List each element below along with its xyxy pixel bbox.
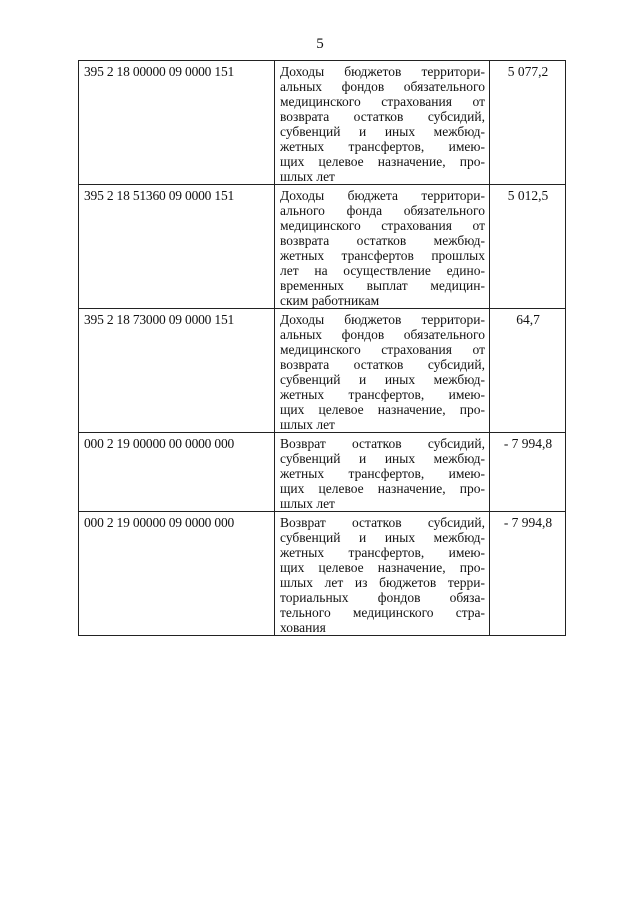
description-cell (275, 309, 490, 433)
description-line: жетных трансфертов, имею- (280, 466, 485, 481)
description-line: возврата остатков субсидий, (280, 357, 485, 372)
description-line: щих целевое назначение, про- (280, 560, 485, 575)
description-line: жетных трансфертов, имею- (280, 545, 485, 560)
description-line: субвенций и иных межбюд- (280, 530, 485, 545)
budget-table-body (79, 61, 566, 636)
description-line: ториальных фондов обяза- (280, 590, 485, 605)
budget-code-cell: 000 2 19 00000 00 0000 000 (79, 433, 275, 512)
description-line: альных фондов обязательного (280, 327, 485, 342)
description-line: субвенций и иных межбюд- (280, 451, 485, 466)
description-line: временных выплат медицин- (280, 278, 485, 293)
description-line: шлых лет (280, 417, 335, 432)
table-row (79, 512, 566, 636)
table-row (79, 433, 566, 512)
description-line: возврата остатков субсидий, (280, 109, 485, 124)
description-line: Возврат остатков субсидий, (280, 436, 485, 451)
description-line: Доходы бюджетов территори- (280, 64, 485, 79)
table-row (79, 185, 566, 309)
description-line: шлых лет из бюджетов терри- (280, 575, 485, 590)
description-line: субвенций и иных межбюд- (280, 372, 485, 387)
amount-cell: 5 012,5 (490, 185, 566, 309)
budget-code-cell: 395 2 18 00000 09 0000 151 (79, 61, 275, 185)
description-line: субвенций и иных межбюд- (280, 124, 485, 139)
description-cell (275, 185, 490, 309)
amount-cell: 64,7 (490, 309, 566, 433)
description-line: шлых лет (280, 169, 335, 184)
budget-table (78, 60, 566, 636)
description-line: жетных трансфертов, имею- (280, 387, 485, 402)
description-line: ским работникам (280, 293, 380, 308)
table-row (79, 61, 566, 185)
description-line: возврата остатков межбюд- (280, 233, 485, 248)
budget-code-cell: 395 2 18 51360 09 0000 151 (79, 185, 275, 309)
amount-cell: - 7 994,8 (490, 433, 566, 512)
description-line: хования (280, 620, 326, 635)
amount-cell: - 7 994,8 (490, 512, 566, 636)
description-line: медицинского страхования от (280, 218, 485, 233)
description-line: жетных трансфертов прошлых (280, 248, 485, 263)
description-line: Возврат остатков субсидий, (280, 515, 485, 530)
page-number: 5 (316, 36, 324, 52)
description-cell (275, 433, 490, 512)
description-line: медицинского страхования от (280, 342, 485, 357)
amount-cell: 5 077,2 (490, 61, 566, 185)
description-line: тельного медицинского стра- (280, 605, 485, 620)
description-cell (275, 61, 490, 185)
description-line: медицинского страхования от (280, 94, 485, 109)
budget-code-cell: 000 2 19 00000 09 0000 000 (79, 512, 275, 636)
description-cell (275, 512, 490, 636)
description-line: Доходы бюджетов территори- (280, 312, 485, 327)
description-line: Доходы бюджета территори- (280, 188, 485, 203)
description-line: ального фонда обязательного (280, 203, 485, 218)
description-line: щих целевое назначение, про- (280, 154, 485, 169)
budget-code-cell: 395 2 18 73000 09 0000 151 (79, 309, 275, 433)
description-line: щих целевое назначение, про- (280, 402, 485, 417)
description-line: щих целевое назначение, про- (280, 481, 485, 496)
table-row (79, 309, 566, 433)
description-line: лет на осуществление едино- (280, 263, 485, 278)
description-line: жетных трансфертов, имею- (280, 139, 485, 154)
description-line: альных фондов обязательного (280, 79, 485, 94)
description-line: шлых лет (280, 496, 335, 511)
